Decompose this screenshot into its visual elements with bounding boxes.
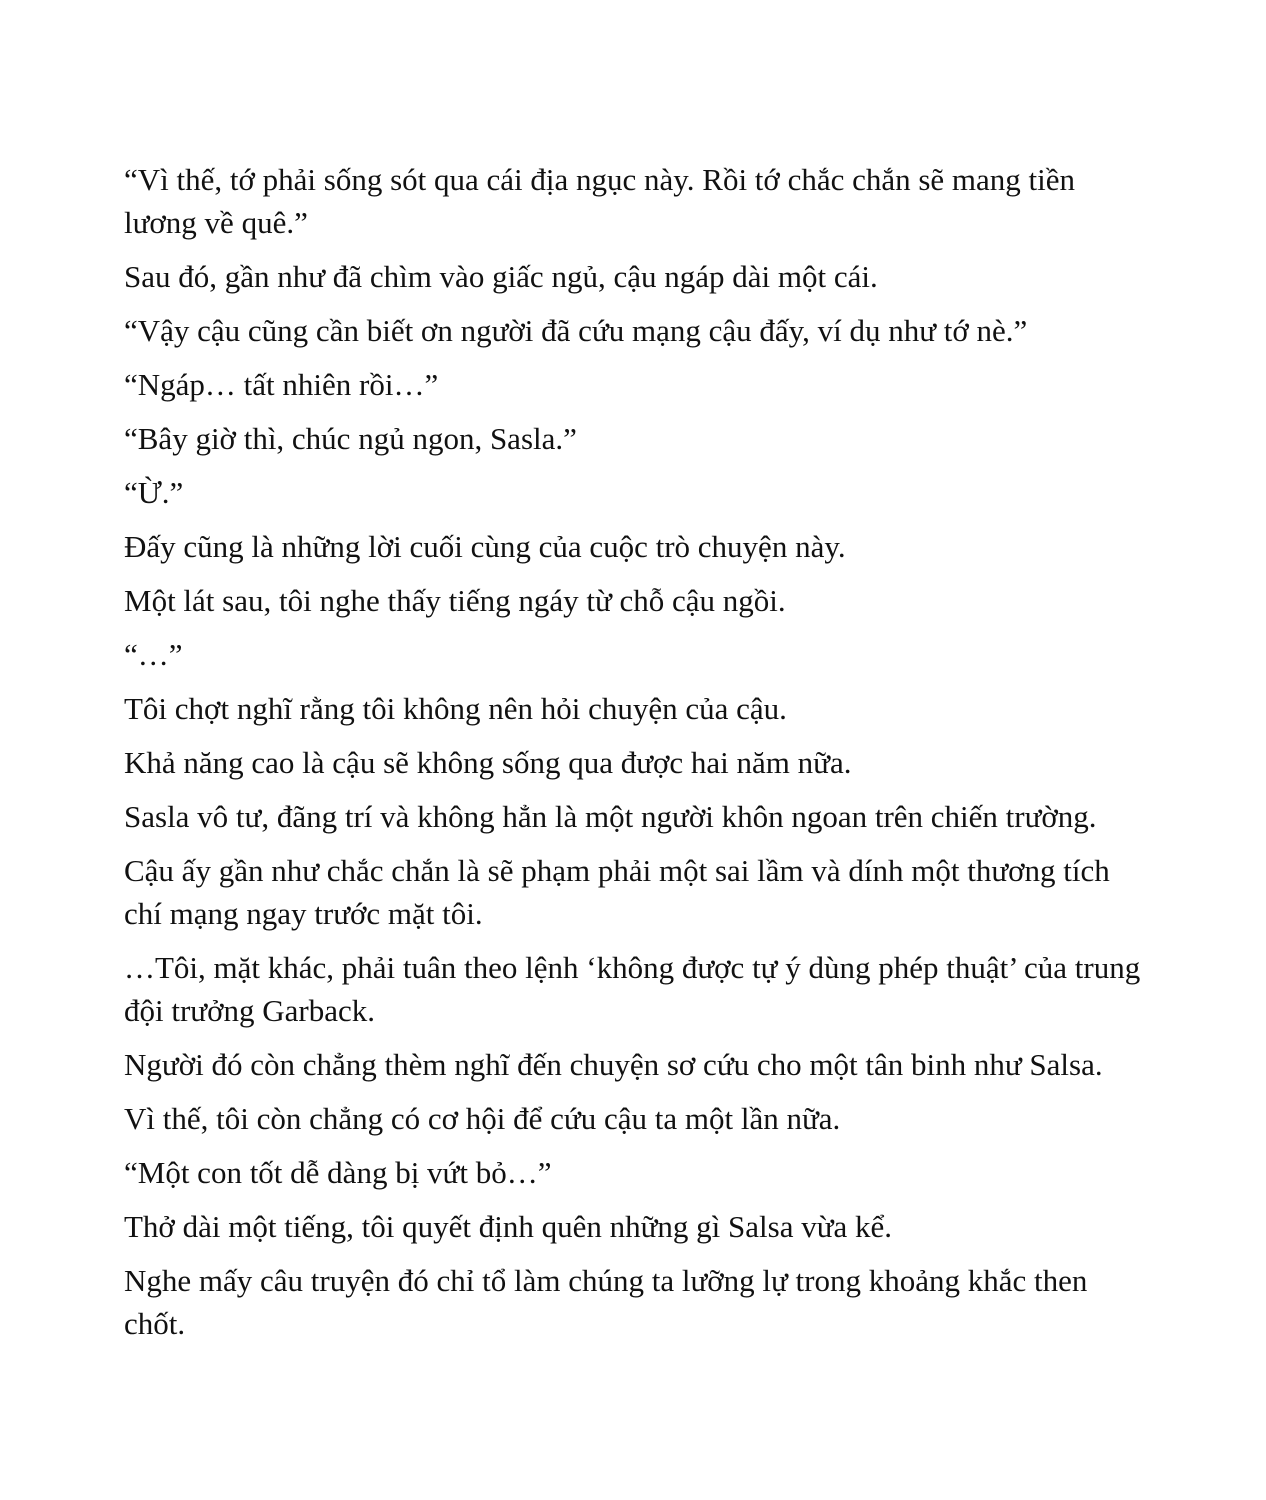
paragraph: Thở dài một tiếng, tôi quyết định quên những gì Salsa vừa kể. [124,1209,893,1244]
paragraph: …Tôi, mặt khác, phải tuân theo lệnh ‘không được tự ý dùng phép thuật’ của trung đội trưởng Garback. [124,950,1141,1028]
paragraph: Sau đó, gần như đã chìm vào giấc ngủ, cậu ngáp dài một cái. [124,259,878,294]
paragraph: “Ừ.” [124,475,184,510]
paragraph: Tôi chợt nghĩ rằng tôi không nên hỏi chuyện của cậu. [124,691,787,726]
paragraph: Khả năng cao là cậu sẽ không sống qua được hai năm nữa. [124,745,852,780]
paragraph: Một lát sau, tôi nghe thấy tiếng ngáy từ chỗ cậu ngồi. [124,583,786,618]
paragraph: Sasla vô tư, đãng trí và không hẳn là một người khôn ngoan trên chiến trường. [124,799,1097,834]
paragraph: “Một con tốt dễ dàng bị vứt bỏ…” [124,1155,552,1190]
document-page [124,158,1154,1356]
paragraph: “Ngáp… tất nhiên rồi…” [124,367,439,402]
paragraph: “Vậy cậu cũng cần biết ơn người đã cứu mạng cậu đấy, ví dụ như tớ nè.” [124,313,1028,348]
paragraph: Đấy cũng là những lời cuối cùng của cuộc trò chuyện này. [124,529,846,564]
paragraph: Người đó còn chẳng thèm nghĩ đến chuyện sơ cứu cho một tân binh như Salsa. [124,1047,1103,1082]
paragraph: Vì thế, tôi còn chẳng có cơ hội để cứu cậu ta một lần nữa. [124,1101,841,1136]
paragraph: “Bây giờ thì, chúc ngủ ngon, Sasla.” [124,421,577,456]
paragraph: “Vì thế, tớ phải sống sót qua cái địa ngục này. Rồi tớ chắc chắn sẽ mang tiền lương về quê.” [124,162,1076,240]
paragraph: Cậu ấy gần như chắc chắn là sẽ phạm phải một sai lầm và dính một thương tích chí mạng ngay trước mặt tôi. [124,853,1110,931]
paragraph: “…” [124,637,183,672]
paragraph: Nghe mấy câu truyện đó chỉ tổ làm chúng ta lưỡng lự trong khoảng khắc then chốt. [124,1263,1088,1341]
